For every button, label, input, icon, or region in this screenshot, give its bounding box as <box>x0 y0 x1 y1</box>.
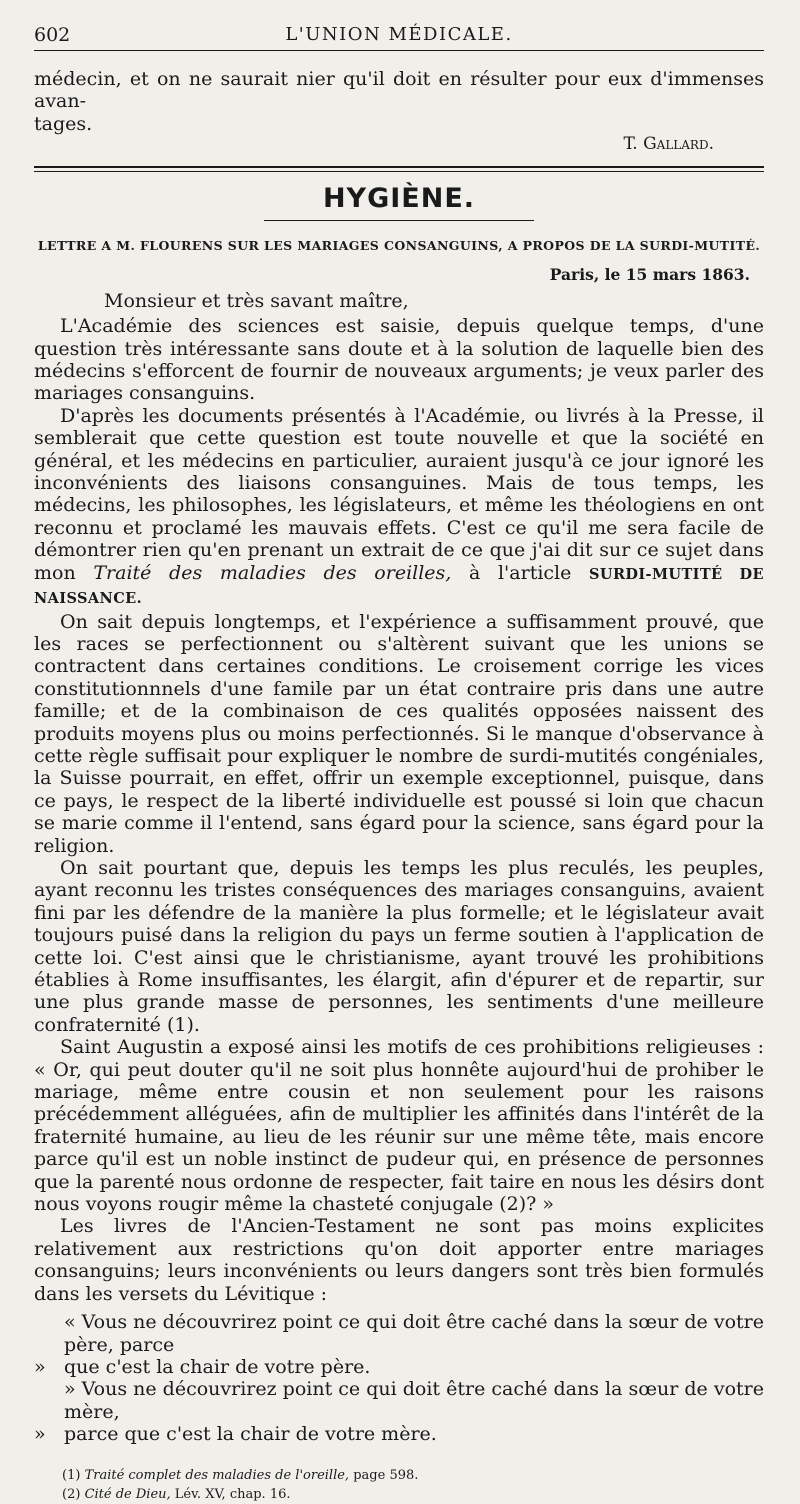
author-signature: T. Gallard. <box>623 134 714 155</box>
letter-salutation: Monsieur et très savant maître, <box>104 290 409 313</box>
footnote-title: Cité de Dieu, <box>84 1486 171 1502</box>
verse-mark: » <box>34 1355 46 1378</box>
header-rule <box>34 50 764 51</box>
paragraph: L'Académie des sciences est saisie, depuis quelque temps, d'une question très intéressante sans doute et à la solution de laquelle bien des médecins s'efforcent de fournir de nouveaux arguments; je veux parler des mariages consanguins. <box>34 315 764 405</box>
paragraph: On sait pourtant que, depuis les temps les plus reculés, les peuples, ayant reconnu les tristes conséquences des mariages consanguins, avaient fini par les défendre de la manière la plus formelle; et le législateur avait toujours puisé dans la religion du pays un ferme soutien à l'application de cette loi. C'est ainsi que le christianisme, ayant trouvé les prohibitions établies à Rome insuffisantes, les élargit, afin d'épurer et de repartir, sur une plus grande masse de personnes, les sentiments d'une meilleure confraternité (1). <box>34 856 764 1036</box>
section-title-rule <box>264 220 534 221</box>
paragraph-text: D'après les documents présentés à l'Académie, ou livrés à la Presse, il semblerait que cette question est toute nouvelle et que la société en général, et les médecins en particulier, auraient jusqu'à ce jour ignoré les inconvénients des liaisons consanguines. Mais de tous temps, les médecins, les philosophes, les législateurs, et même les théologiens en ont reconnu et proclamé les mauvais effets. C'est ce qu'il me sera facile de démontrer rien qu'en prenant un extrait de ce que j'ai dit sur ce sujet dans mon <box>34 404 764 584</box>
paragraph: On sait depuis longtemps, et l'expérience a suffisamment prouvé, que les races se perfectionnent ou s'altèrent suivant que les unions se contractent dans certaines conditions. Le croisement corrige les vices constitutionnnels d'une famile par un état contraire pris dans une autre famille; et de la combinaison de ces qualités opposées naissent des produits moyens plus ou moins perfectionnés. Si le manque d'observance à cette règle suffisait pour expliquer le nombre de surdi-mutités congéniales, la Suisse pourrait, en effet, offrir un exemple exceptionnel, puisque, dans ce pays, le respect de la liberté individuelle est poussé si loin que chacun se marie comme il l'entend, sans égard pour la science, sans égard pour la religion. <box>34 610 764 857</box>
footnote-text: page 598. <box>353 1467 419 1483</box>
continuation-line: médecin, et on ne saurait nier qu'il doit en résulter pour eux d'immenses avan- <box>34 68 764 113</box>
footnote-number: (2) <box>62 1486 81 1502</box>
footnote <box>62 1466 764 1485</box>
footnote-text: Lév. XV, chap. 16. <box>174 1486 291 1502</box>
verse-line <box>34 1423 764 1445</box>
verse-line <box>34 1356 764 1378</box>
continuation-line: tages. <box>34 112 93 135</box>
verse-line: « Vous ne découvrirez point ce qui doit être caché dans la sœur de votre père, parce <box>64 1311 764 1356</box>
running-head <box>34 22 764 50</box>
letter-title: LETTRE A M. FLOURENS SUR LES MARIAGES CONSANGUINS, A PROPOS DE LA SURDI-MUTITÉ. <box>37 238 761 254</box>
verse-text: parce que c'est la chair de votre mère. <box>64 1423 437 1446</box>
paragraph-text: à l'article <box>469 561 572 584</box>
previous-article-end <box>34 68 764 135</box>
letter-dateline: Paris, le 15 mars 1863. <box>549 265 750 285</box>
leviticus-verses <box>34 1311 764 1445</box>
letter-body <box>34 315 764 1445</box>
book-title: Traité des maladies des oreilles, <box>93 561 452 584</box>
paragraph: Les livres de l'Ancien-Testament ne sont pas moins explicites relativement aux restrictions qu'on doit apporter entre mariages consanguins; leurs inconvénients ou leurs dangers sont très bien formulés dans les versets du Lévitique : <box>34 1215 764 1305</box>
footnote <box>62 1485 764 1504</box>
footnotes <box>34 1466 764 1504</box>
paragraph <box>34 405 764 611</box>
section-title: HYGIÈNE. <box>322 183 476 215</box>
footnote-number: (1) <box>62 1467 81 1483</box>
verse-line: » Vous ne découvrirez point ce qui doit être caché dans la sœur de votre mère, <box>64 1378 764 1423</box>
verse-text: que c'est la chair de votre père. <box>64 1355 371 1378</box>
verse-mark: » <box>34 1423 46 1446</box>
footnote-title: Traité complet des maladies de l'oreille, <box>84 1467 350 1483</box>
section-divider <box>34 166 764 168</box>
article-reference: SURDI-MUTITÉ DE NAISSANCE. <box>34 565 764 608</box>
journal-title: L'UNION MÉDICALE. <box>285 24 513 45</box>
section-divider <box>34 171 764 172</box>
paragraph: Saint Augustin a exposé ainsi les motifs de ces prohibitions religieuses : « Or, qui peut douter qu'il ne soit plus honnête aujourd'hui de prohiber le mariage, même entre cousin et non seulement pour les raisons précédemment alléguées, afin de multiplier les affinités dans l'intérêt de la fraternité humaine, au lieu de les réunir sur une même tête, mais encore parce qu'il est un noble instinct de pudeur qui, en présence de personnes que la parenté nous ordonne de respecter, fait taire en nous les désirs dont nous voyons rougir même la chasteté conjugale (2)? » <box>34 1036 764 1216</box>
page-number: 602 <box>34 24 71 46</box>
